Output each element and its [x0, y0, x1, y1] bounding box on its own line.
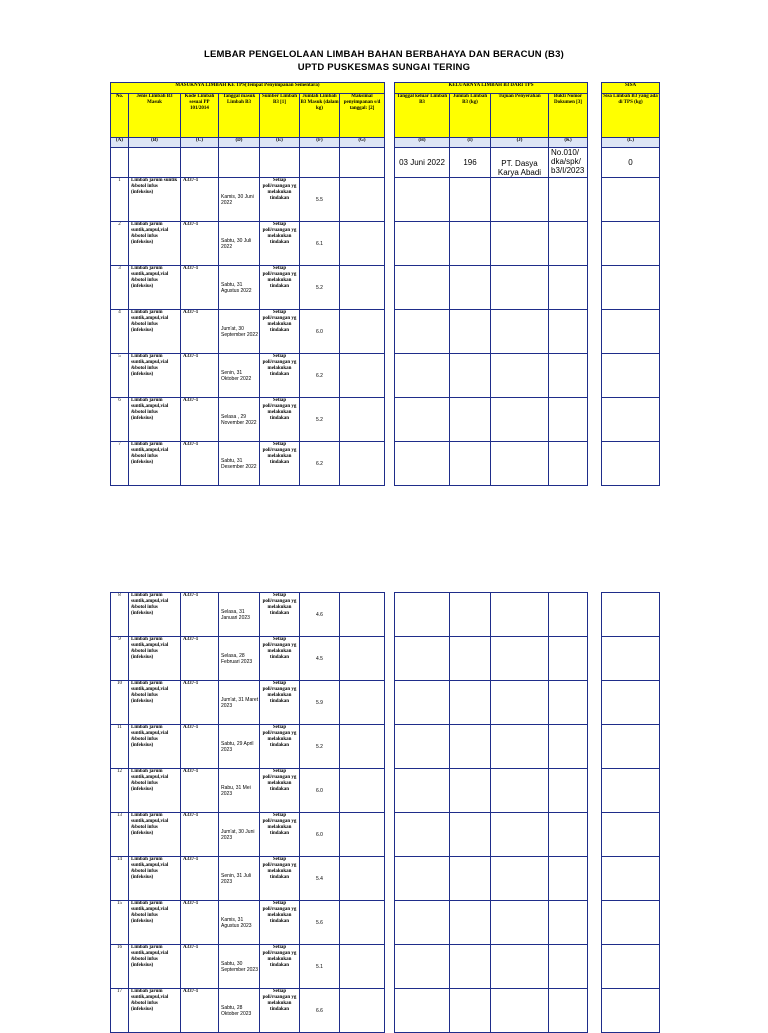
col-label: (B): [129, 138, 181, 148]
row-sisa: [602, 681, 660, 725]
row-sisa: [602, 769, 660, 813]
row-bukti: [549, 901, 588, 945]
col-label: (A): [111, 138, 129, 148]
row-jumlah-keluar: [450, 222, 491, 266]
row-maksimal: [340, 681, 385, 725]
col-header-jumlah-keluar: Jumlah Limbah B3 (kg): [450, 94, 491, 138]
row-jumlah: 4.5: [300, 637, 340, 681]
col-header-tanggal: Tanggal masuk Limbah B3: [219, 94, 260, 138]
row-sumber: Setiap poli/ruangan yg melakukan tindakan: [260, 222, 300, 266]
row-jumlah-keluar: [450, 901, 491, 945]
row-jenis: Limbah jarum suntik,ampul,vial &botol infus (infeksius): [129, 857, 181, 901]
row-tujuan: [491, 637, 549, 681]
row-no: 5: [111, 354, 129, 398]
row-tanggal: Jum'at, 30 September 2022: [219, 310, 260, 354]
waste-log-table-page-2: [110, 592, 660, 1033]
row-tanggal: Jum'at, 30 Juni 2023: [219, 813, 260, 857]
row-tanggal: Selasa, 28 Februari 2023: [219, 637, 260, 681]
row-bukti: [549, 222, 588, 266]
table-row: [111, 681, 660, 725]
row-jenis: Limbah jarum suntik,ampul,vial &botol infus (infeksius): [129, 222, 181, 266]
row-tanggal: Selasa , 29 November 2022: [219, 398, 260, 442]
row-sumber: Setiap poli/ruangan yg melakukan tindakan: [260, 989, 300, 1033]
keluar-tanggal: 03 Juni 2022: [395, 148, 450, 178]
row-kode: A337-1: [181, 354, 219, 398]
row-sisa: [602, 857, 660, 901]
row-kode: A337-1: [181, 725, 219, 769]
row-bukti: [549, 637, 588, 681]
row-maksimal: [340, 398, 385, 442]
row-jenis: Limbah jarum suntik &botol infus (infeksius): [129, 178, 181, 222]
row-sumber: Setiap poli/ruangan yg melakukan tindakan: [260, 354, 300, 398]
table-row: [111, 857, 660, 901]
col-label: (I): [450, 138, 491, 148]
row-sisa: [602, 222, 660, 266]
row-tanggal-keluar: [395, 681, 450, 725]
keluar-jumlah: 196: [450, 148, 491, 178]
row-kode: A337-1: [181, 310, 219, 354]
row-sumber: Setiap poli/ruangan yg melakukan tindakan: [260, 310, 300, 354]
row-no: 1: [111, 178, 129, 222]
table-row: [111, 398, 660, 442]
row-jenis: Limbah jarum suntik,ampul,vial &botol infus (infeksius): [129, 813, 181, 857]
row-maksimal: [340, 725, 385, 769]
row-jenis: Limbah jarum suntik,ampul,vial &botol infus (infeksius): [129, 769, 181, 813]
sisa-group-header: SISA: [602, 83, 660, 94]
row-no: 12: [111, 769, 129, 813]
row-jumlah: 6.1: [300, 222, 340, 266]
table-row: [111, 442, 660, 486]
row-sisa: [602, 901, 660, 945]
row-sisa: [602, 442, 660, 486]
row-tujuan: [491, 945, 549, 989]
table-row: [111, 901, 660, 945]
row-maksimal: [340, 945, 385, 989]
row-jenis: Limbah jarum suntik,ampul,vial &botol infus (infeksius): [129, 681, 181, 725]
row-jumlah-keluar: [450, 989, 491, 1033]
row-maksimal: [340, 813, 385, 857]
row-maksimal: [340, 266, 385, 310]
row-tanggal: Rabu, 31 Mei 2023: [219, 769, 260, 813]
keluar-entry-row: [111, 148, 660, 178]
col-header-sisa: Sisa Limbah B3 yang ada di TPS (kg): [602, 94, 660, 138]
row-bukti: [549, 398, 588, 442]
row-tujuan: [491, 769, 549, 813]
row-tanggal-keluar: [395, 901, 450, 945]
row-sisa: [602, 945, 660, 989]
table-row: [111, 222, 660, 266]
row-sumber: Setiap poli/ruangan yg melakukan tindakan: [260, 681, 300, 725]
table-row: [111, 769, 660, 813]
row-jenis: Limbah jarum suntik,ampul,vial &botol infus (infeksius): [129, 266, 181, 310]
row-tujuan: [491, 725, 549, 769]
row-jumlah-keluar: [450, 398, 491, 442]
row-maksimal: [340, 901, 385, 945]
row-jenis: Limbah jarum suntik,ampul,vial &botol infus (infeksius): [129, 725, 181, 769]
row-no: 7: [111, 442, 129, 486]
row-maksimal: [340, 310, 385, 354]
row-jumlah-keluar: [450, 637, 491, 681]
row-bukti: [549, 989, 588, 1033]
row-sumber: Setiap poli/ruangan yg melakukan tindakan: [260, 901, 300, 945]
col-header-tanggal-keluar: Tanggal keluar Limbah B3: [395, 94, 450, 138]
col-header-jenis: Jenis Limbah B3 Masuk: [129, 94, 181, 138]
row-no: 3: [111, 266, 129, 310]
col-header-kode: Kode Limbah sesuai PP 101/2014: [181, 94, 219, 138]
row-kode: A337-1: [181, 178, 219, 222]
sisa-value: 0: [602, 148, 660, 178]
row-tanggal-keluar: [395, 222, 450, 266]
col-header-no: No.: [111, 94, 129, 138]
row-tanggal-keluar: [395, 310, 450, 354]
row-tanggal: Senin, 31 Oktober 2022: [219, 354, 260, 398]
row-sumber: Setiap poli/ruangan yg melakukan tindakan: [260, 442, 300, 486]
col-label: (C): [181, 138, 219, 148]
col-label: (D): [219, 138, 260, 148]
row-kode: A337-1: [181, 266, 219, 310]
row-tujuan: [491, 266, 549, 310]
row-tanggal: Sabtu, 31 Agustus 2022: [219, 266, 260, 310]
row-jumlah-keluar: [450, 178, 491, 222]
row-kode: A337-1: [181, 681, 219, 725]
row-no: 6: [111, 398, 129, 442]
row-maksimal: [340, 857, 385, 901]
document-title: LEMBAR PENGELOLAAN LIMBAH BAHAN BERBAHAYA DAN BERACUN (B3): [204, 49, 564, 60]
col-label: (F): [300, 138, 340, 148]
row-sumber: Setiap poli/ruangan yg melakukan tindakan: [260, 266, 300, 310]
row-jumlah: 5.6: [300, 901, 340, 945]
row-tanggal: Sabtu, 29 April 2023: [219, 725, 260, 769]
row-tanggal: Jum'at, 31 Maret 2023: [219, 681, 260, 725]
row-tanggal-keluar: [395, 769, 450, 813]
row-maksimal: [340, 178, 385, 222]
row-jumlah-keluar: [450, 593, 491, 637]
row-maksimal: [340, 593, 385, 637]
row-maksimal: [340, 769, 385, 813]
row-jumlah-keluar: [450, 945, 491, 989]
table-row: [111, 989, 660, 1033]
row-sisa: [602, 725, 660, 769]
row-jumlah-keluar: [450, 813, 491, 857]
row-jenis: Limbah jarum suntik,ampul,vial &botol infus (infeksius): [129, 593, 181, 637]
row-jumlah: 5.2: [300, 725, 340, 769]
row-kode: A337-1: [181, 857, 219, 901]
row-tujuan: [491, 178, 549, 222]
col-label: (G): [340, 138, 385, 148]
row-sisa: [602, 398, 660, 442]
row-tanggal: Sabtu, 30 September 2023: [219, 945, 260, 989]
table-row: [111, 725, 660, 769]
row-no: 14: [111, 857, 129, 901]
keluar-group-header: KELUARNYA LIMBAH B3 DARI TPS: [395, 83, 588, 94]
row-bukti: [549, 769, 588, 813]
row-jumlah: 5.1: [300, 945, 340, 989]
row-jenis: Limbah jarum suntik,ampul,vial &botol infus (infeksius): [129, 442, 181, 486]
row-kode: A337-1: [181, 637, 219, 681]
row-sisa: [602, 310, 660, 354]
row-tanggal-keluar: [395, 266, 450, 310]
row-jumlah-keluar: [450, 354, 491, 398]
row-sumber: Setiap poli/ruangan yg melakukan tindakan: [260, 398, 300, 442]
row-jumlah: 6.2: [300, 442, 340, 486]
row-no: 9: [111, 637, 129, 681]
row-jumlah: 6.0: [300, 813, 340, 857]
row-sumber: Setiap poli/ruangan yg melakukan tindakan: [260, 637, 300, 681]
column-label-row: [111, 138, 660, 148]
row-bukti: [549, 857, 588, 901]
row-kode: A337-1: [181, 813, 219, 857]
row-tanggal-keluar: [395, 989, 450, 1033]
table-row: [111, 813, 660, 857]
row-maksimal: [340, 989, 385, 1033]
row-tanggal: Sabtu, 28 Oktober 2023: [219, 989, 260, 1033]
row-jumlah-keluar: [450, 310, 491, 354]
table-row: [111, 178, 660, 222]
row-sisa: [602, 178, 660, 222]
row-sisa: [602, 989, 660, 1033]
col-header-bukti: Bukti Nomor Dokumen [3]: [549, 94, 588, 138]
row-tanggal: Selasa, 31 Januari 2023: [219, 593, 260, 637]
row-jenis: Limbah jarum suntik,ampul,vial &botol infus (infeksius): [129, 310, 181, 354]
row-sisa: [602, 637, 660, 681]
keluar-bukti: No.010/ dka/spk/ b3/I/2023: [549, 148, 588, 178]
row-tujuan: [491, 593, 549, 637]
row-bukti: [549, 593, 588, 637]
row-jenis: Limbah jarum suntik,ampul,vial &botol infus (infeksius): [129, 354, 181, 398]
row-kode: A337-1: [181, 398, 219, 442]
row-jumlah: 4.6: [300, 593, 340, 637]
row-tanggal-keluar: [395, 945, 450, 989]
row-sumber: Setiap poli/ruangan yg melakukan tindakan: [260, 593, 300, 637]
row-no: 11: [111, 725, 129, 769]
row-tanggal-keluar: [395, 354, 450, 398]
row-tanggal-keluar: [395, 178, 450, 222]
row-sisa: [602, 593, 660, 637]
col-header-maksimal: Maksimal penyimpanan s/d tanggal: [2]: [340, 94, 385, 138]
row-tujuan: [491, 354, 549, 398]
col-label: (L): [602, 138, 660, 148]
table-row: [111, 310, 660, 354]
row-sisa: [602, 813, 660, 857]
row-maksimal: [340, 354, 385, 398]
masuk-group-header: MASUKNYA LIMBAH KE TPS(Tempat Penyimpanan Sementara): [111, 83, 385, 94]
row-jenis: Limbah jarum suntik,ampul,vial &botol infus (infeksius): [129, 637, 181, 681]
row-tujuan: [491, 681, 549, 725]
row-tanggal-keluar: [395, 813, 450, 857]
row-tanggal: Sabtu, 31 Desember 2022: [219, 442, 260, 486]
row-tujuan: [491, 398, 549, 442]
row-jumlah: 5.5: [300, 178, 340, 222]
col-label: (K): [549, 138, 588, 148]
table-row: [111, 637, 660, 681]
col-label: (H): [395, 138, 450, 148]
row-jenis: Limbah jarum suntik,ampul,vial &botol infus (infeksius): [129, 901, 181, 945]
row-jenis: Limbah jarum suntik,ampul,vial &botol infus (infeksius): [129, 945, 181, 989]
row-tanggal-keluar: [395, 442, 450, 486]
row-bukti: [549, 681, 588, 725]
column-header-row: [111, 94, 660, 138]
row-bukti: [549, 945, 588, 989]
row-sumber: Setiap poli/ruangan yg melakukan tindakan: [260, 857, 300, 901]
row-jumlah: 6.2: [300, 354, 340, 398]
table-row: [111, 593, 660, 637]
row-bukti: [549, 354, 588, 398]
row-tanggal-keluar: [395, 725, 450, 769]
row-jumlah-keluar: [450, 442, 491, 486]
row-tujuan: [491, 857, 549, 901]
row-tanggal: Kamis, 30 Juni 2022: [219, 178, 260, 222]
row-no: 2: [111, 222, 129, 266]
col-header-tujuan: Tujuan Penyerahan: [491, 94, 549, 138]
row-no: 10: [111, 681, 129, 725]
row-jumlah: 5.4: [300, 857, 340, 901]
row-tanggal: Sabtu, 30 Juli 2022: [219, 222, 260, 266]
row-tanggal-keluar: [395, 398, 450, 442]
row-kode: A337-1: [181, 769, 219, 813]
row-kode: A337-1: [181, 593, 219, 637]
row-bukti: [549, 725, 588, 769]
row-kode: A337-1: [181, 222, 219, 266]
row-no: 13: [111, 813, 129, 857]
document-subtitle: UPTD PUSKESMAS SUNGAI TERING: [297, 62, 471, 73]
col-label: (E): [260, 138, 300, 148]
row-jenis: Limbah jarum suntik,ampul,vial &botol infus (infeksius): [129, 398, 181, 442]
col-header-jumlah-masuk: Jumlah Limbah B3 Masuk (dalam kg): [300, 94, 340, 138]
row-tanggal: Senin, 31 Juli 2023: [219, 857, 260, 901]
row-jumlah-keluar: [450, 769, 491, 813]
row-kode: A337-1: [181, 945, 219, 989]
row-jumlah: 5.9: [300, 681, 340, 725]
row-jumlah-keluar: [450, 857, 491, 901]
row-sumber: Setiap poli/ruangan yg melakukan tindakan: [260, 769, 300, 813]
row-no: 16: [111, 945, 129, 989]
row-no: 17: [111, 989, 129, 1033]
row-no: 4: [111, 310, 129, 354]
col-header-sumber: Sumber Limbah B3 [1]: [260, 94, 300, 138]
waste-log-table-page-1: [110, 82, 660, 486]
row-jumlah: 5.2: [300, 266, 340, 310]
group-header-row: [111, 83, 660, 94]
row-tanggal-keluar: [395, 637, 450, 681]
row-sisa: [602, 354, 660, 398]
keluar-tujuan: PT. Dasya Karya Abadi: [491, 148, 549, 178]
row-tujuan: [491, 310, 549, 354]
row-sumber: Setiap poli/ruangan yg melakukan tindakan: [260, 813, 300, 857]
row-kode: A337-1: [181, 442, 219, 486]
row-maksimal: [340, 442, 385, 486]
table-row: [111, 354, 660, 398]
row-jumlah: 6.0: [300, 310, 340, 354]
row-tujuan: [491, 813, 549, 857]
col-label: (J): [491, 138, 549, 148]
row-bukti: [549, 813, 588, 857]
row-tujuan: [491, 989, 549, 1033]
row-tanggal-keluar: [395, 857, 450, 901]
row-bukti: [549, 178, 588, 222]
row-jenis: Limbah jarum suntik,ampul,vial &botol infus (infeksius): [129, 989, 181, 1033]
row-sumber: Setiap poli/ruangan yg melakukan tindakan: [260, 945, 300, 989]
row-jumlah: 5.2: [300, 398, 340, 442]
row-no: 8: [111, 593, 129, 637]
row-bukti: [549, 442, 588, 486]
row-jumlah: 6.6: [300, 989, 340, 1033]
row-jumlah-keluar: [450, 681, 491, 725]
table-row: [111, 266, 660, 310]
row-kode: A337-1: [181, 901, 219, 945]
row-maksimal: [340, 222, 385, 266]
row-jumlah: 6.0: [300, 769, 340, 813]
row-tujuan: [491, 442, 549, 486]
row-tujuan: [491, 901, 549, 945]
row-tanggal-keluar: [395, 593, 450, 637]
row-jumlah-keluar: [450, 725, 491, 769]
row-tujuan: [491, 222, 549, 266]
row-tanggal: Kamis, 31 Agustus 2023: [219, 901, 260, 945]
row-maksimal: [340, 637, 385, 681]
row-sumber: Setiap poli/ruangan yg melakukan tindakan: [260, 725, 300, 769]
table-row: [111, 945, 660, 989]
row-kode: A337-1: [181, 989, 219, 1033]
row-bukti: [549, 266, 588, 310]
row-bukti: [549, 310, 588, 354]
row-sisa: [602, 266, 660, 310]
row-sumber: Setiap poli/ruangan yg melakukan tindakan: [260, 178, 300, 222]
row-jumlah-keluar: [450, 266, 491, 310]
row-no: 15: [111, 901, 129, 945]
